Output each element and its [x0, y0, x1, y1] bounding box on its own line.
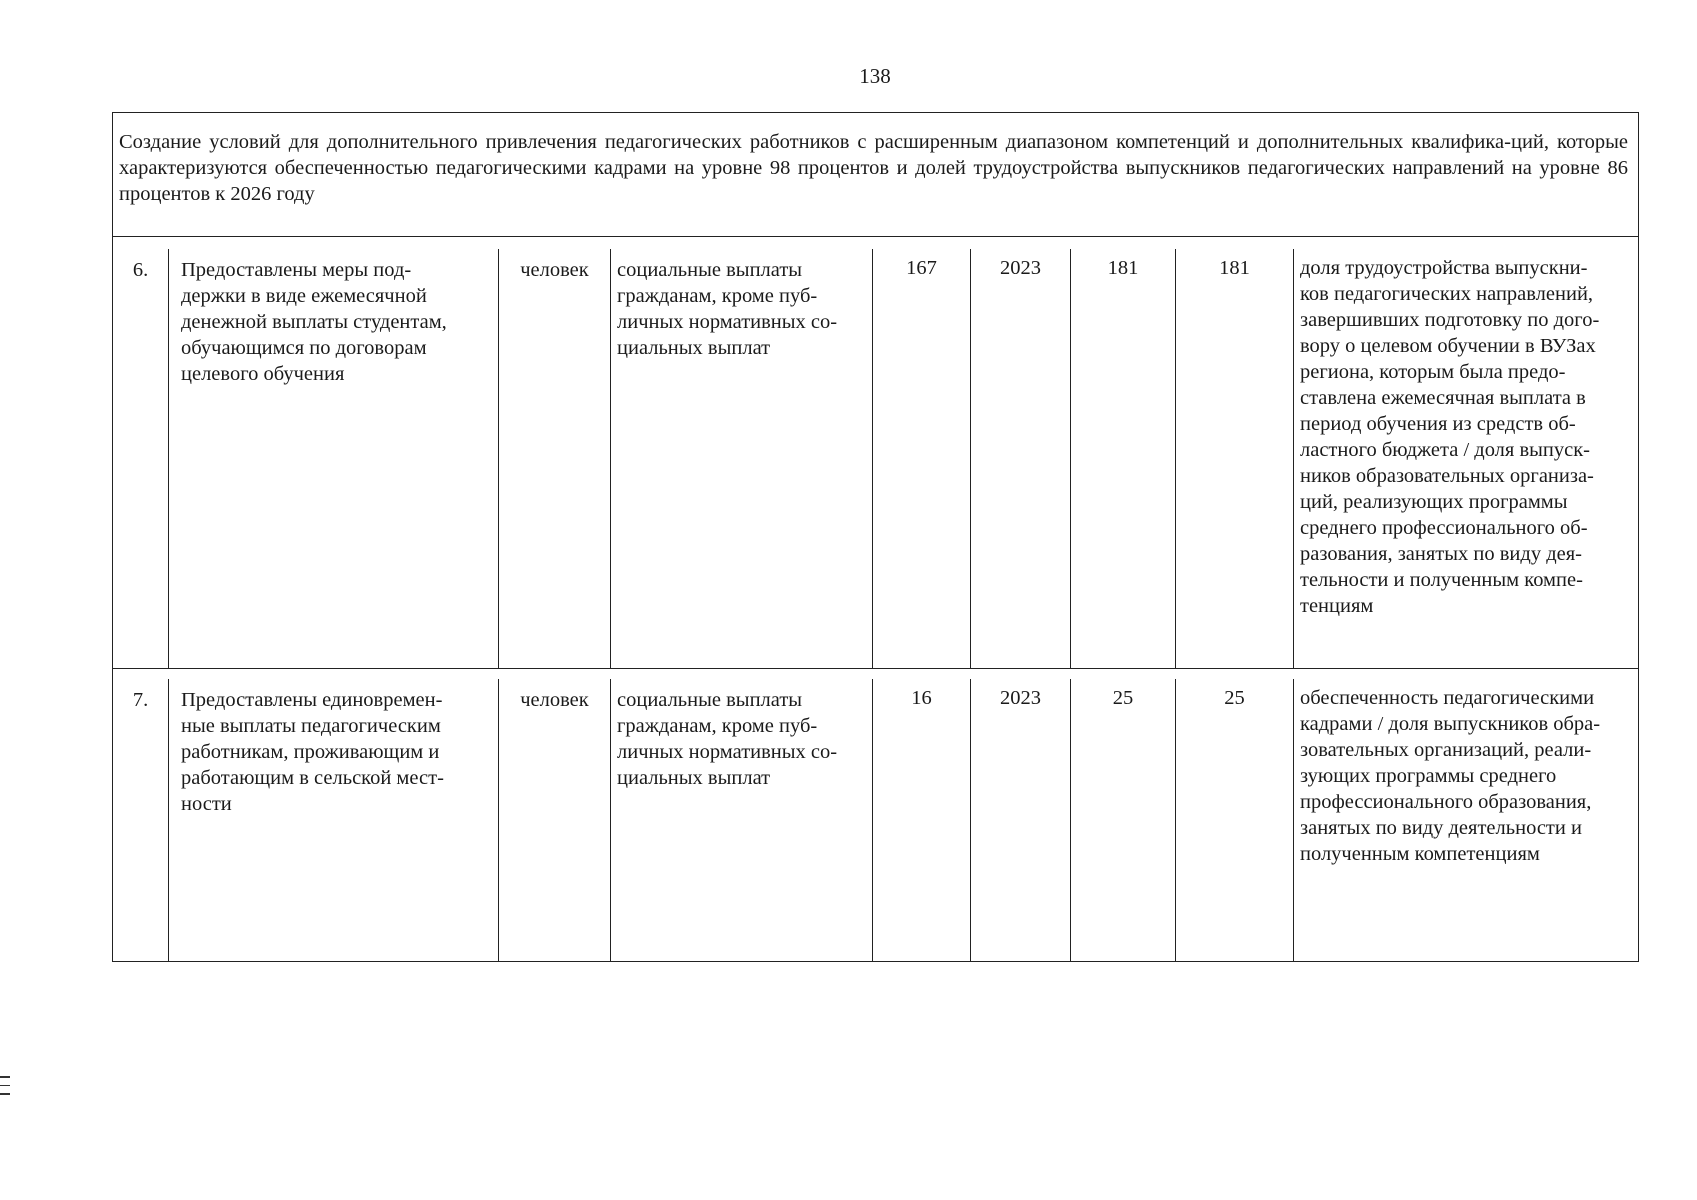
- unit: человек: [499, 679, 611, 961]
- measure-name: Предоставлены меры под- держки в виде ежемесячной денежной выплаты студентам, обучающимся по договорам целевого обучения: [169, 249, 499, 668]
- base-value: 16: [873, 679, 971, 961]
- measures-table: [112, 112, 1639, 962]
- table-row: [113, 249, 1638, 669]
- measure-name: Предоставлены единовремен- ные выплаты педагогическим работникам, проживающим и работающим в сельской мест- ности: [169, 679, 499, 961]
- binding-mark: [0, 1076, 10, 1102]
- row-number: 6.: [113, 249, 169, 668]
- row-number: 7.: [113, 679, 169, 961]
- base-value: 167: [873, 249, 971, 668]
- value-2: 181: [1176, 249, 1294, 668]
- expense-type: социальные выплаты гражданам, кроме пуб- личных нормативных со- циальных выплат: [611, 249, 873, 668]
- table-row: [113, 679, 1638, 961]
- value-2: 25: [1176, 679, 1294, 961]
- indicator-text: доля трудоустройства выпускни- ков педагогических направлений, завершивших подготовку по дого- вору о целевом обучении в ВУЗах региона, которым была предо- ставлена ежемесячная выплата в период обучения из средств об- ластного бюджета / доля выпуск- ников образовательных организа- ций, реализующих программы среднего профессионального об- разования, занятых по виду дея- тельности и полученным компе- тенциям: [1300, 257, 1600, 617]
- base-year: 2023: [971, 679, 1071, 961]
- expense-type: социальные выплаты гражданам, кроме пуб- личных нормативных со- циальных выплат: [611, 679, 873, 961]
- goal-description: Создание условий для дополнительного привлечения педагогических работников с расширенным диапазоном компетенций и дополнительных квалифика-ций, которые характеризуются обеспеченностью педагогическими кадрами на уровне 98 процентов и долей трудоустройства выпускников педагогических направлений на уровне 86 процентов к 2026 году: [113, 113, 1638, 237]
- value-1: 25: [1071, 679, 1176, 961]
- indicator-text: обеспеченность педагогическими кадрами / доля выпускников обра- зовательных организаций, реали- зующих программы среднего профессионального образования, занятых по виду деятельности и полученным компетенциям: [1300, 687, 1601, 865]
- base-year: 2023: [971, 249, 1071, 668]
- value-1: 181: [1071, 249, 1176, 668]
- page-number: 138: [859, 64, 891, 88]
- unit: человек: [499, 249, 611, 668]
